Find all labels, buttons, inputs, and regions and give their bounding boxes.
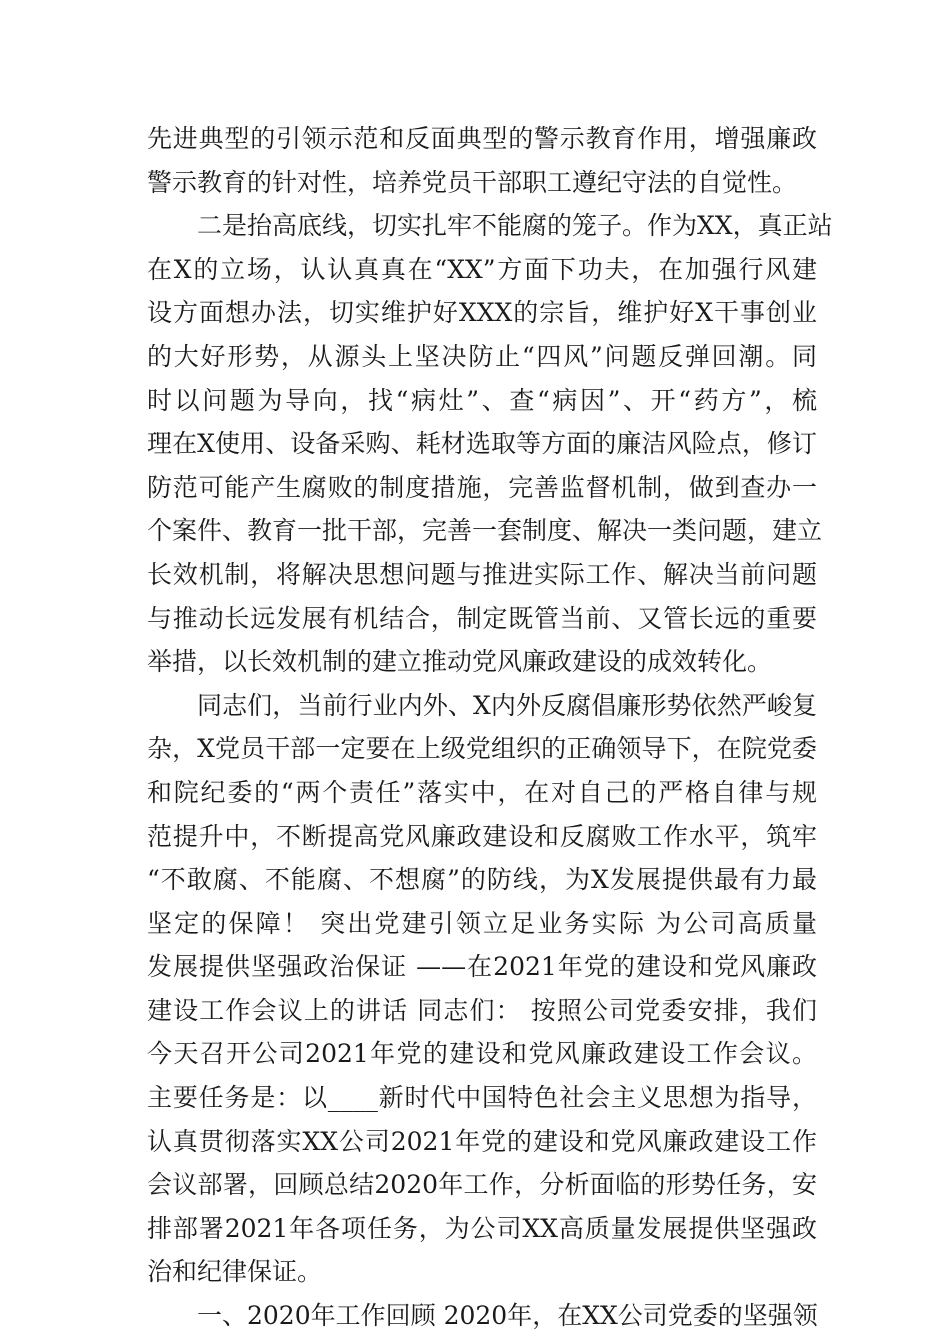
text-line: 二是抬高底线，切实扎牢不能腐的笼子。作为XX，真正站 [197,211,833,241]
text-line: 今天召开公司2021年党的建设和党风廉政建设工作会议。 [147,1039,817,1069]
text-line: 会议部署，回顾总结2020年工作，分析面临的形势任务，安 [147,1170,817,1200]
text-line: 先进典型的引领示范和反面典型的警示教育作用，增强廉政 [147,124,817,153]
text-line: 发展提供坚强政治保证 ——在2021年党的建设和党风廉政 [147,952,817,982]
text-line: 治和纪律保证。 [147,1257,323,1287]
text-line: 主要任务是：以____新时代中国特色社会主义思想为指导， [147,1083,817,1113]
text-line: 个案件、教育一批干部，完善一套制度、解决一类问题，建立 [147,516,823,546]
body-text [147,117,833,1338]
text-line: 一、2020年工作回顾 2020年，在XX公司党委的坚强领 [197,1301,818,1331]
text-line: 的大好形势，从源头上坚决防止“四风”问题反弹回潮。同 [147,341,817,371]
text-line: 范提升中，不断提高党风廉政建设和反腐败工作水平，筑牢 [147,821,817,851]
text-line: 排部署2021年各项任务，为公司XX高质量发展提供坚强政 [147,1213,817,1243]
text-line: 理在X使用、设备采购、耗材选取等方面的廉洁风险点，修订 [147,429,817,459]
text-line: 在X的立场，认认真真在“XX”方面下功夫，在加强行风建 [147,254,817,284]
text-line: 建设工作会议上的讲话 同志们： 按照公司党委安排，我们 [147,995,817,1025]
text-line: 防范可能产生腐败的制度措施，完善监督机制，做到查办一 [147,472,817,502]
text-line: 举措，以长效机制的建立推动党风廉政建设的成效转化。 [147,647,773,677]
text-line: 坚定的保障！ 突出党建引领立足业务实际 为公司高质量 [147,908,817,938]
text-line: 警示教育的针对性，培养党员干部职工遵纪守法的自觉性。 [147,167,798,197]
text-line: 时以问题为导向，找“病灶”、查“病因”、开“药方”，梳 [147,385,817,415]
text-line: 同志们，当前行业内外、X内外反腐倡廉形势依然严峻复 [197,690,817,720]
text-line: 设方面想办法，切实维护好XXX的宗旨，维护好X干事创业 [147,298,817,328]
text-line: 认真贯彻落实XX公司2021年党的建设和党风廉政建设工作 [147,1126,817,1156]
text-line: 与推动长远发展有机结合，制定既管当前、又管长远的重要 [147,603,817,633]
text-line: 和院纪委的“两个责任”落实中，在对自己的严格自律与规 [147,777,817,807]
text-line: “不敢腐、不能腐、不想腐”的防线，为X发展提供最有力最 [147,865,817,895]
text-line: 长效机制，将解决思想问题与推进实际工作、解决当前问题 [147,559,817,589]
text-line: 杂，X党员干部一定要在上级党组织的正确领导下，在院党委 [147,734,817,764]
